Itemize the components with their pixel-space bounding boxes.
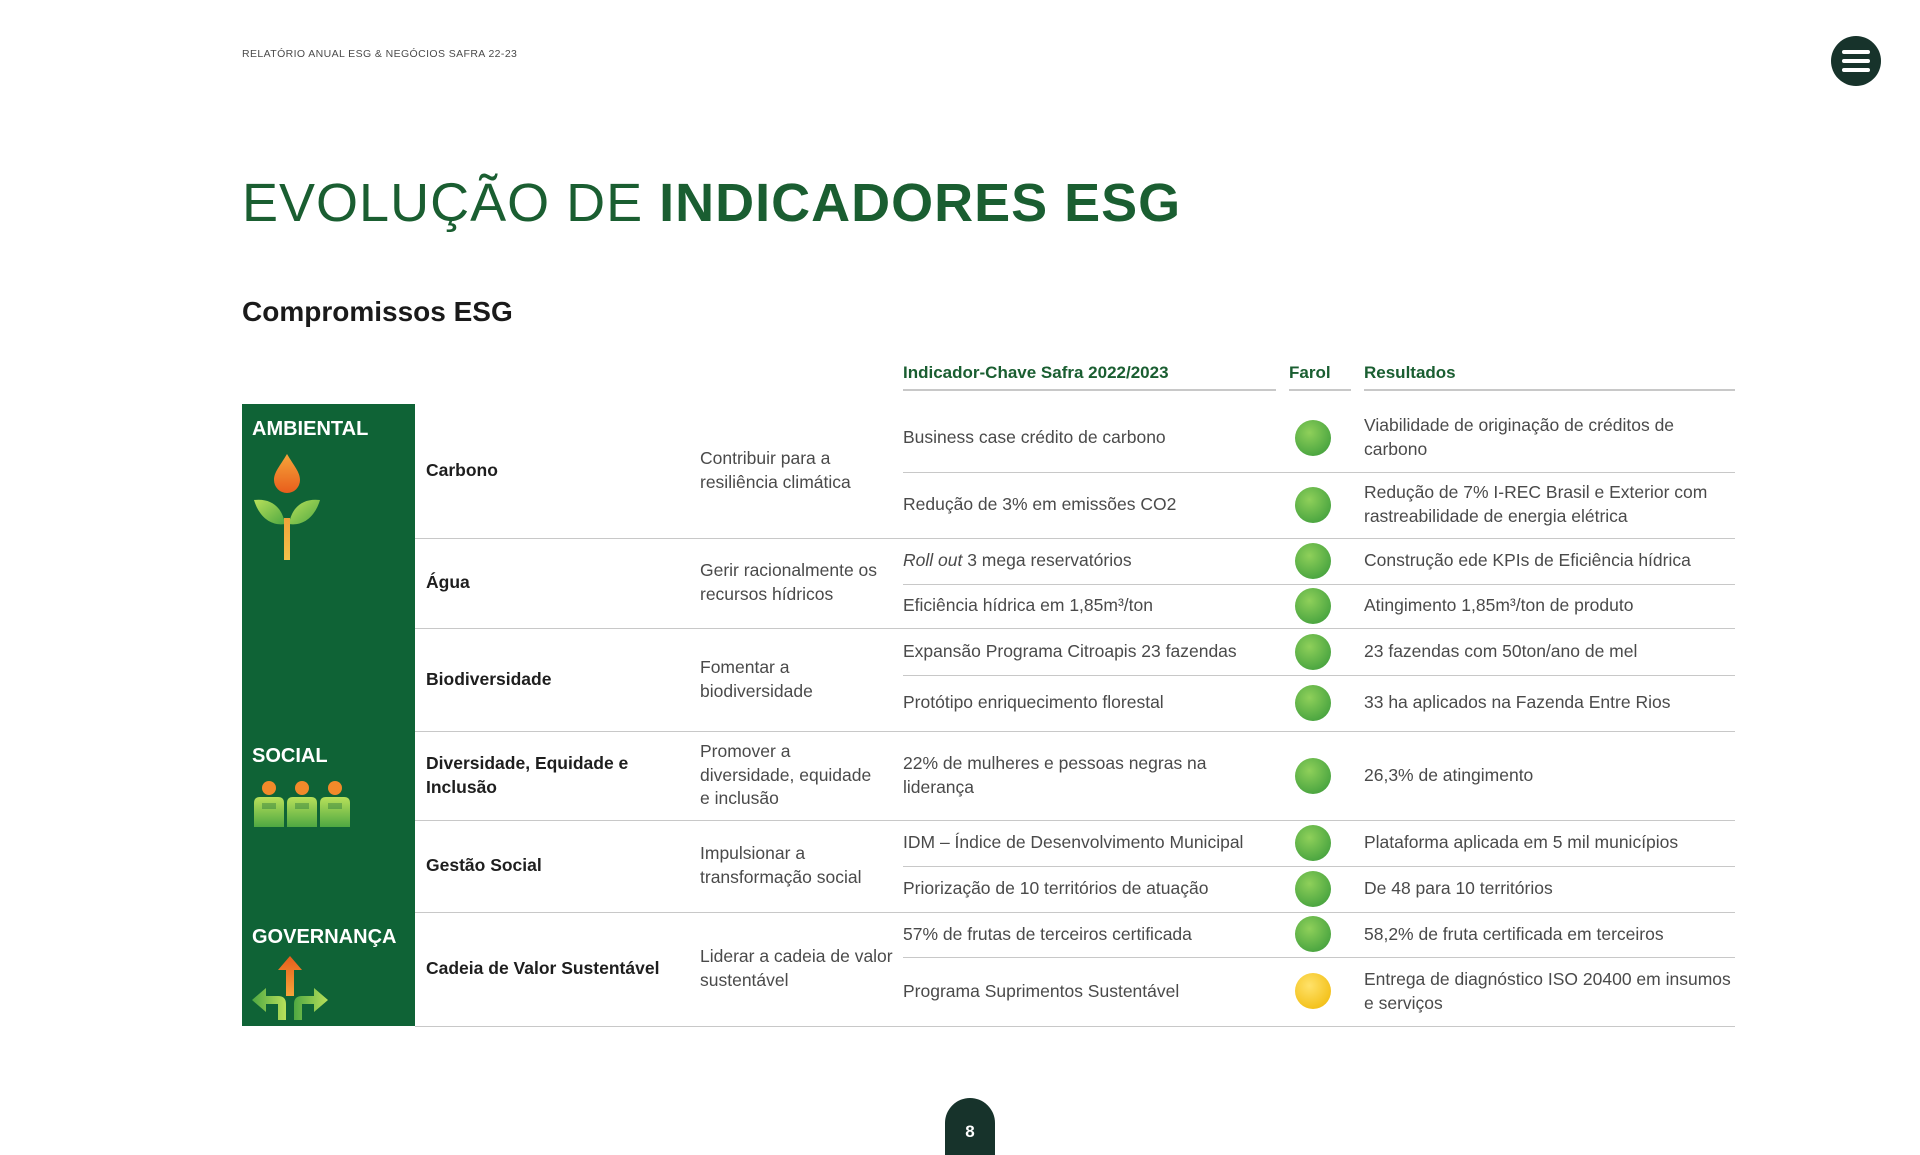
result-cell: Atingimento 1,85m³/ton de produto (1364, 595, 1634, 616)
result-cell: Viabilidade de originação de créditos de carbono (1364, 415, 1675, 459)
column-header-status: Farol (1289, 363, 1351, 391)
result-cell: 33 ha aplicados na Fazenda Entre Rios (1364, 692, 1671, 713)
category-label: GOVERNANÇA (252, 926, 397, 948)
topic-objective: Impulsionar a transformação social (700, 843, 862, 887)
indicator-cell: Roll out 3 mega reservatórios (903, 550, 1132, 571)
topic-objective: Gerir racionalmente os recursos hídricos (700, 560, 878, 604)
table-bottom-border (415, 1026, 1735, 1027)
indicator-cell: Business case crédito de carbono (903, 427, 1166, 448)
status-light (1295, 588, 1331, 624)
result-cell: 23 fazendas com 50ton/ano de mel (1364, 640, 1638, 661)
diverging-arrows-icon (252, 956, 328, 1022)
topic-name: Água (426, 572, 470, 593)
indicator-cell: Eficiência hídrica em 1,85m³/ton (903, 595, 1153, 616)
status-light (1295, 825, 1331, 861)
category-social (242, 731, 415, 912)
status-light (1295, 420, 1331, 456)
status-light (1295, 758, 1331, 794)
hamburger-menu-icon (1842, 50, 1870, 54)
status-light (1295, 634, 1331, 670)
status-light (1295, 871, 1331, 907)
topic-objective: Liderar a cadeia de valor sustentável (700, 946, 893, 990)
topic-objective: Contribuir para a resiliência climática (700, 448, 851, 492)
indicator-cell: 57% de frutas de terceiros certificada (903, 923, 1192, 944)
column-header-indicator: Indicador-Chave Safra 2022/2023 (903, 363, 1276, 391)
result-cell: Redução de 7% I-REC Brasil e Exterior com rastreabilidade de energia elétrica (1364, 482, 1708, 526)
topic-name: Diversidade, Equidade e Inclusão (426, 752, 629, 797)
topic-name: Cadeia de Valor Sustentável (426, 958, 660, 979)
result-cell: Construção ede KPIs de Eficiência hídrica (1364, 550, 1691, 571)
page-title-bold: INDICADORES ESG (659, 173, 1182, 233)
topic-objective: Promover a diversidade, equidade e inclusão (700, 741, 872, 809)
result-cell: 58,2% de fruta certificada em terceiros (1364, 923, 1664, 944)
column-header-results: Resultados (1364, 363, 1735, 391)
indicator-cell: Priorização de 10 territórios de atuação (903, 878, 1209, 899)
status-light (1295, 973, 1331, 1009)
result-cell: Plataforma aplicada em 5 mil municípios (1364, 832, 1679, 853)
topic-name: Carbono (426, 460, 498, 481)
drop-and-sprout-icon (252, 452, 322, 562)
hamburger-menu-button[interactable] (1831, 36, 1881, 86)
indicator-cell: IDM – Índice de Desenvolvimento Municipal (903, 832, 1244, 853)
category-ambiental (242, 404, 415, 731)
indicator-cell: Protótipo enriquecimento florestal (903, 692, 1164, 713)
page-number: 8 (945, 1098, 995, 1155)
section-subtitle: Compromissos ESG (242, 296, 513, 327)
page-title (242, 172, 1181, 234)
page-title-light: EVOLUÇÃO DE (242, 173, 660, 233)
status-light (1295, 916, 1331, 952)
indicator-cell: Redução de 3% em emissões CO2 (903, 494, 1177, 515)
category-label: AMBIENTAL (252, 418, 369, 440)
topic-name: Gestão Social (426, 855, 542, 876)
result-cell: Entrega de diagnóstico ISO 20400 em insumos e serviços (1364, 968, 1731, 1013)
indicator-cell: 22% de mulheres e pessoas negras na liderança (903, 752, 1207, 797)
people-group-icon (252, 779, 352, 831)
report-header-title: RELATÓRIO ANUAL ESG & NEGÓCIOS SAFRA 22-23 (242, 48, 518, 60)
category-label: SOCIAL (252, 745, 328, 767)
status-light (1295, 487, 1331, 523)
result-cell: 26,3% de atingimento (1364, 764, 1534, 785)
status-light (1295, 685, 1331, 721)
topic-name: Biodiversidade (426, 668, 552, 689)
indicator-cell: Expansão Programa Citroapis 23 fazendas (903, 640, 1237, 661)
result-cell: De 48 para 10 territórios (1364, 878, 1553, 899)
topic-objective: Fomentar a biodiversidade (700, 656, 813, 701)
status-light (1295, 543, 1331, 579)
indicator-cell: Programa Suprimentos Sustentável (903, 980, 1180, 1001)
category-governanca (242, 912, 415, 1026)
